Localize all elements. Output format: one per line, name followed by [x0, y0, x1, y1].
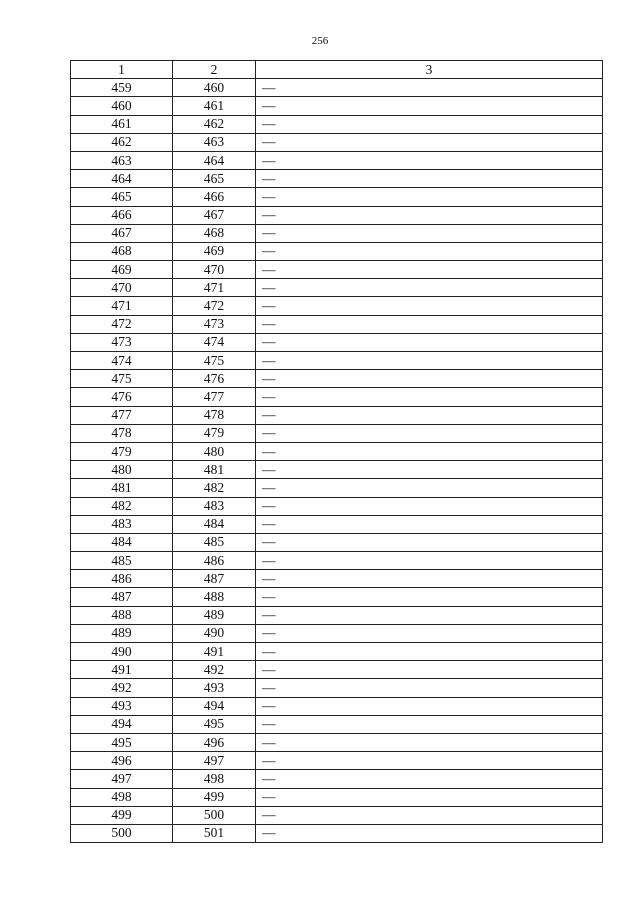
table-cell-col2: 489	[173, 606, 256, 624]
table-cell-col3: —	[256, 606, 603, 624]
table-row	[71, 661, 603, 679]
table-cell-col2: 482	[173, 479, 256, 497]
table-cell-col2: 469	[173, 242, 256, 260]
table-row	[71, 679, 603, 697]
table-cell-col2: 470	[173, 261, 256, 279]
table-cell-col1: 478	[71, 424, 173, 442]
table-cell-col3: —	[256, 242, 603, 260]
table-cell-col1: 485	[71, 552, 173, 570]
table-cell-col2: 477	[173, 388, 256, 406]
table-cell-col3: —	[256, 333, 603, 351]
table-cell-col3: —	[256, 279, 603, 297]
table-cell-col2: 466	[173, 188, 256, 206]
table-cell-col1: 463	[71, 151, 173, 169]
table-cell-col1: 491	[71, 661, 173, 679]
table-cell-col1: 496	[71, 752, 173, 770]
column-header-1: 1	[71, 61, 173, 79]
table-row	[71, 333, 603, 351]
table-cell-col2: 488	[173, 588, 256, 606]
table-row	[71, 461, 603, 479]
table-cell-col1: 470	[71, 279, 173, 297]
table-cell-col1: 476	[71, 388, 173, 406]
table-cell-col1: 494	[71, 715, 173, 733]
table-cell-col1: 489	[71, 624, 173, 642]
table-cell-col3: —	[256, 97, 603, 115]
table-row	[71, 624, 603, 642]
table-cell-col3: —	[256, 352, 603, 370]
table-cell-col3: —	[256, 406, 603, 424]
table-cell-col2: 478	[173, 406, 256, 424]
table-cell-col1: 464	[71, 170, 173, 188]
header-row	[71, 61, 603, 79]
table-cell-col3: —	[256, 170, 603, 188]
table-cell-col2: 467	[173, 206, 256, 224]
table-cell-col3: —	[256, 733, 603, 751]
table-cell-col1: 477	[71, 406, 173, 424]
table-row	[71, 606, 603, 624]
table-cell-col3: —	[256, 388, 603, 406]
table-cell-col2: 490	[173, 624, 256, 642]
table-cell-col3: —	[256, 588, 603, 606]
column-header-2: 2	[173, 61, 256, 79]
table-cell-col3: —	[256, 297, 603, 315]
table-row	[71, 824, 603, 842]
table-cell-col2: 497	[173, 752, 256, 770]
table-row	[71, 133, 603, 151]
table-cell-col2: 487	[173, 570, 256, 588]
table-cell-col2: 465	[173, 170, 256, 188]
table-cell-col3: —	[256, 442, 603, 460]
table-row	[71, 206, 603, 224]
table-cell-col1: 472	[71, 315, 173, 333]
table-cell-col3: —	[256, 188, 603, 206]
table-row	[71, 788, 603, 806]
table-cell-col2: 476	[173, 370, 256, 388]
table-row	[71, 315, 603, 333]
table-cell-col2: 473	[173, 315, 256, 333]
table-cell-col2: 468	[173, 224, 256, 242]
table-cell-col3: —	[256, 315, 603, 333]
table-cell-col3: —	[256, 497, 603, 515]
table-cell-col1: 498	[71, 788, 173, 806]
table-row	[71, 806, 603, 824]
table-cell-col3: —	[256, 533, 603, 551]
table-cell-col3: —	[256, 424, 603, 442]
table-cell-col2: 462	[173, 115, 256, 133]
table-cell-col3: —	[256, 206, 603, 224]
table-cell-col1: 475	[71, 370, 173, 388]
table-row	[71, 424, 603, 442]
table-cell-col2: 480	[173, 442, 256, 460]
table-cell-col2: 463	[173, 133, 256, 151]
table-row	[71, 643, 603, 661]
table-cell-col3: —	[256, 806, 603, 824]
table-cell-col2: 486	[173, 552, 256, 570]
table-cell-col1: 465	[71, 188, 173, 206]
table-cell-col3: —	[256, 261, 603, 279]
table-row	[71, 715, 603, 733]
table-row	[71, 497, 603, 515]
table-cell-col2: 485	[173, 533, 256, 551]
table-cell-col1: 467	[71, 224, 173, 242]
table-row	[71, 442, 603, 460]
table-row	[71, 552, 603, 570]
table-cell-col2: 494	[173, 697, 256, 715]
table-cell-col3: —	[256, 479, 603, 497]
table-row	[71, 224, 603, 242]
table-row	[71, 279, 603, 297]
table-cell-col1: 479	[71, 442, 173, 460]
table-cell-col3: —	[256, 624, 603, 642]
table-row	[71, 170, 603, 188]
table-row	[71, 151, 603, 169]
table-cell-col1: 490	[71, 643, 173, 661]
table-cell-col1: 497	[71, 770, 173, 788]
table-cell-col2: 461	[173, 97, 256, 115]
table-cell-col3: —	[256, 79, 603, 97]
table-cell-col1: 481	[71, 479, 173, 497]
table-row	[71, 297, 603, 315]
table-cell-col2: 471	[173, 279, 256, 297]
table-cell-col1: 484	[71, 533, 173, 551]
table-cell-col3: —	[256, 115, 603, 133]
page-number: 256	[311, 35, 329, 47]
table-cell-col3: —	[256, 133, 603, 151]
table-cell-col2: 496	[173, 733, 256, 751]
table-cell-col3: —	[256, 661, 603, 679]
table-cell-col3: —	[256, 824, 603, 842]
table-cell-col3: —	[256, 752, 603, 770]
table-cell-col3: —	[256, 461, 603, 479]
table-cell-col1: 473	[71, 333, 173, 351]
table-cell-col3: —	[256, 570, 603, 588]
table-cell-col1: 480	[71, 461, 173, 479]
table-row	[71, 188, 603, 206]
table-cell-col2: 493	[173, 679, 256, 697]
table-cell-col3: —	[256, 370, 603, 388]
table-row	[71, 479, 603, 497]
table-row	[71, 697, 603, 715]
table-row	[71, 388, 603, 406]
table-cell-col2: 484	[173, 515, 256, 533]
table-cell-col3: —	[256, 770, 603, 788]
table-cell-col2: 474	[173, 333, 256, 351]
table-row	[71, 115, 603, 133]
table-cell-col1: 492	[71, 679, 173, 697]
table-row	[71, 242, 603, 260]
table-cell-col2: 483	[173, 497, 256, 515]
table-cell-col1: 487	[71, 588, 173, 606]
table-cell-col1: 500	[71, 824, 173, 842]
table-cell-col3: —	[256, 715, 603, 733]
table-cell-col2: 460	[173, 79, 256, 97]
table-row	[71, 97, 603, 115]
table-row	[71, 533, 603, 551]
table-cell-col3: —	[256, 151, 603, 169]
table-row	[71, 588, 603, 606]
table-row	[71, 733, 603, 751]
table-cell-col1: 482	[71, 497, 173, 515]
table-cell-col1: 495	[71, 733, 173, 751]
table-cell-col1: 471	[71, 297, 173, 315]
table-row	[71, 352, 603, 370]
table-cell-col2: 501	[173, 824, 256, 842]
table-cell-col2: 464	[173, 151, 256, 169]
table-body	[71, 79, 603, 843]
table-cell-col1: 474	[71, 352, 173, 370]
table-cell-col1: 459	[71, 79, 173, 97]
column-header-3: 3	[256, 61, 603, 79]
table-cell-col2: 495	[173, 715, 256, 733]
table-cell-col1: 493	[71, 697, 173, 715]
table-cell-col3: —	[256, 224, 603, 242]
data-table	[70, 60, 603, 843]
table-cell-col3: —	[256, 515, 603, 533]
table-cell-col2: 500	[173, 806, 256, 824]
table-row	[71, 406, 603, 424]
table-cell-col1: 466	[71, 206, 173, 224]
table-cell-col1: 468	[71, 242, 173, 260]
table-cell-col1: 483	[71, 515, 173, 533]
table-cell-col1: 461	[71, 115, 173, 133]
table-cell-col1: 462	[71, 133, 173, 151]
table-row	[71, 370, 603, 388]
table-cell-col2: 491	[173, 643, 256, 661]
table-row	[71, 515, 603, 533]
table-header	[71, 61, 603, 79]
table-cell-col1: 486	[71, 570, 173, 588]
table-cell-col2: 481	[173, 461, 256, 479]
table-cell-col2: 479	[173, 424, 256, 442]
table-row	[71, 770, 603, 788]
table-cell-col2: 499	[173, 788, 256, 806]
table-row	[71, 752, 603, 770]
table-cell-col1: 469	[71, 261, 173, 279]
table-cell-col1: 488	[71, 606, 173, 624]
table-row	[71, 79, 603, 97]
table-cell-col3: —	[256, 697, 603, 715]
table-cell-col2: 475	[173, 352, 256, 370]
table-row	[71, 570, 603, 588]
table-row	[71, 261, 603, 279]
table-cell-col1: 460	[71, 97, 173, 115]
table-cell-col3: —	[256, 643, 603, 661]
table-cell-col2: 492	[173, 661, 256, 679]
table-cell-col2: 472	[173, 297, 256, 315]
table-cell-col2: 498	[173, 770, 256, 788]
table-cell-col1: 499	[71, 806, 173, 824]
table-cell-col3: —	[256, 679, 603, 697]
table-cell-col3: —	[256, 552, 603, 570]
table-cell-col3: —	[256, 788, 603, 806]
